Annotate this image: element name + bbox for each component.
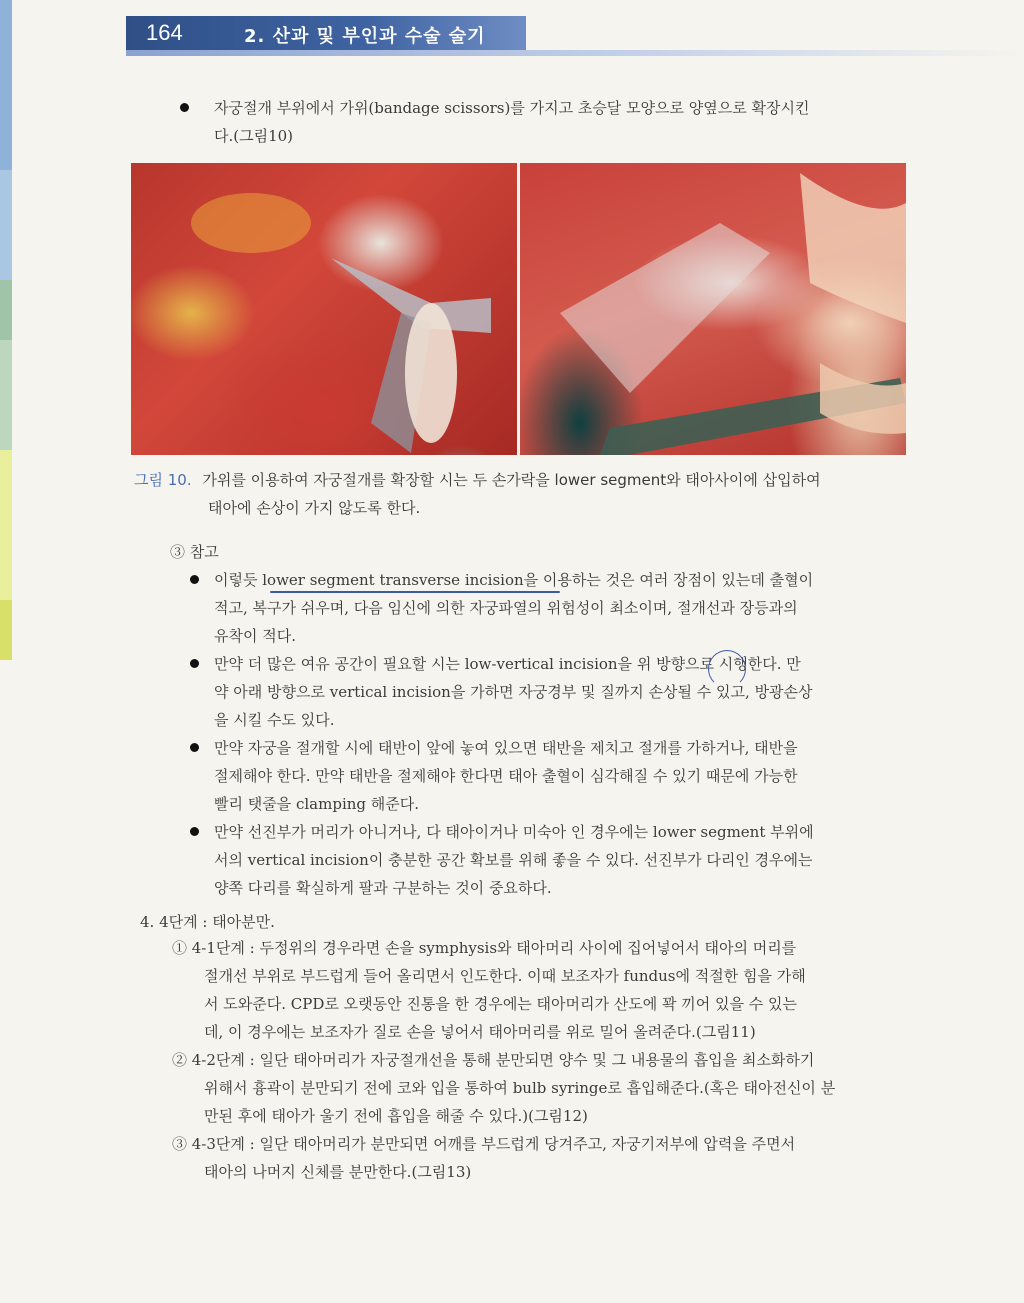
bullet-icon <box>190 743 199 752</box>
section-heading: ③ 참고 <box>170 543 219 561</box>
page-number: 164 <box>146 20 183 45</box>
bullet-icon <box>190 575 199 584</box>
paragraph-line: 유착이 적다. <box>214 627 296 645</box>
chapter-title: 2. 산과 및 부인과 수술 술기 <box>244 26 486 47</box>
surgical-scissors-icon <box>520 163 906 455</box>
page-edge-tabs <box>0 0 12 1303</box>
paragraph-line: 빨리 탯줄을 clamping 해준다. <box>214 795 420 813</box>
bullet-icon <box>190 659 199 668</box>
paragraph-line: ② 4-2단계 : 일단 태아머리가 자궁절개선을 통해 분만되면 양수 및 그 내용물의 흡입을 최소화하기 <box>172 1051 815 1069</box>
figure-label: 그림 10. <box>134 471 192 489</box>
paragraph-line: 약 아래 방향으로 vertical incision을 가하면 자궁경부 및 질까지 손상될 수 있고, 방광손상 <box>214 683 813 701</box>
paragraph-line: ① 4-1단계 : 두정위의 경우라면 손을 symphysis와 태아머리 사이에 집어넣어서 태아의 머리를 <box>172 939 797 957</box>
paragraph-line: 태아의 나머지 신체를 분만한다.(그림13) <box>204 1163 472 1181</box>
paragraph-line: 서 도와준다. CPD로 오랫동안 진통을 한 경우에는 태아머리가 산도에 꽉 끼어 있을 수 있는 <box>204 995 798 1013</box>
paragraph-line: 위해서 흉곽이 분만되기 전에 코와 입을 통하여 bulb syringe로 흡입해준다.(혹은 태아전신이 분 <box>204 1079 836 1097</box>
paragraph-line: 다.(그림10) <box>214 127 294 145</box>
header-rule <box>126 50 1024 56</box>
paragraph-line: 양쪽 다리를 확실하게 팔과 구분하는 것이 중요하다. <box>214 879 552 897</box>
paragraph-line: 이렇듯 lower segment transverse incision을 이용하는 것은 여러 장점이 있는데 출혈이 <box>214 571 814 589</box>
paragraph-line: 만약 더 많은 여유 공간이 필요할 시는 low-vertical incision을 위 방향으로 시행한다. 만 <box>214 655 801 673</box>
paragraph-line: 적고, 복구가 쉬우며, 다음 임신에 의한 자궁파열의 위험성이 최소이며, 절개선과 장등과의 <box>214 599 798 617</box>
surgery-photo-left <box>131 163 517 455</box>
paragraph-line: 만된 후에 태아가 울기 전에 흡입을 해줄 수 있다.)(그림12) <box>204 1107 588 1125</box>
paragraph-line: 을 시킬 수도 있다. <box>214 711 335 729</box>
paragraph-line: 자궁절개 부위에서 가위(bandage scissors)를 가지고 초승달 모양으로 양옆으로 확장시킨 <box>214 99 810 117</box>
bullet-icon <box>190 827 199 836</box>
paragraph-line: 절개선 부위로 부드럽게 들어 올리면서 인도한다. 이때 보조자가 fundus에 적절한 힘을 가해 <box>204 967 806 985</box>
paragraph-line: 서의 vertical incision이 충분한 공간 확보를 위해 좋을 수 있다. 선진부가 다리인 경우에는 <box>214 851 813 869</box>
pen-circle-mark <box>708 650 746 688</box>
bullet-icon <box>180 103 189 112</box>
caption-text: 태아에 손상이 가지 않도록 한다. <box>208 499 421 517</box>
surgery-photo-right <box>520 163 906 455</box>
paragraph-line: 만약 자궁을 절개할 시에 태반이 앞에 놓여 있으면 태반을 제치고 절개를 가하거나, 태반을 <box>214 739 798 757</box>
paragraph-line: 만약 선진부가 머리가 아니거나, 다 태아이거나 미숙아 인 경우에는 lower segment 부위에 <box>214 823 814 841</box>
paragraph-line: ③ 4-3단계 : 일단 태아머리가 분만되면 어깨를 부드럽게 당겨주고, 자궁기저부에 압력을 주면서 <box>172 1135 796 1153</box>
paragraph-line: 절제해야 한다. 만약 태반을 절제해야 한다면 태아 출혈이 심각해질 수 있기 때문에 가능한 <box>214 767 798 785</box>
pen-underline-mark <box>270 591 560 593</box>
section-heading: 4. 4단계 : 태아분만. <box>140 913 275 931</box>
caption-text: 가위를 이용하여 자궁절개를 확장할 시는 두 손가락을 lower segment와 태아사이에 삽입하여 <box>202 471 821 489</box>
paragraph-line: 데, 이 경우에는 보조자가 질로 손을 넣어서 태아머리를 위로 밀어 올려준다.(그림11) <box>204 1023 756 1041</box>
figure-caption <box>134 466 821 494</box>
surgical-scissors-icon <box>131 163 517 455</box>
